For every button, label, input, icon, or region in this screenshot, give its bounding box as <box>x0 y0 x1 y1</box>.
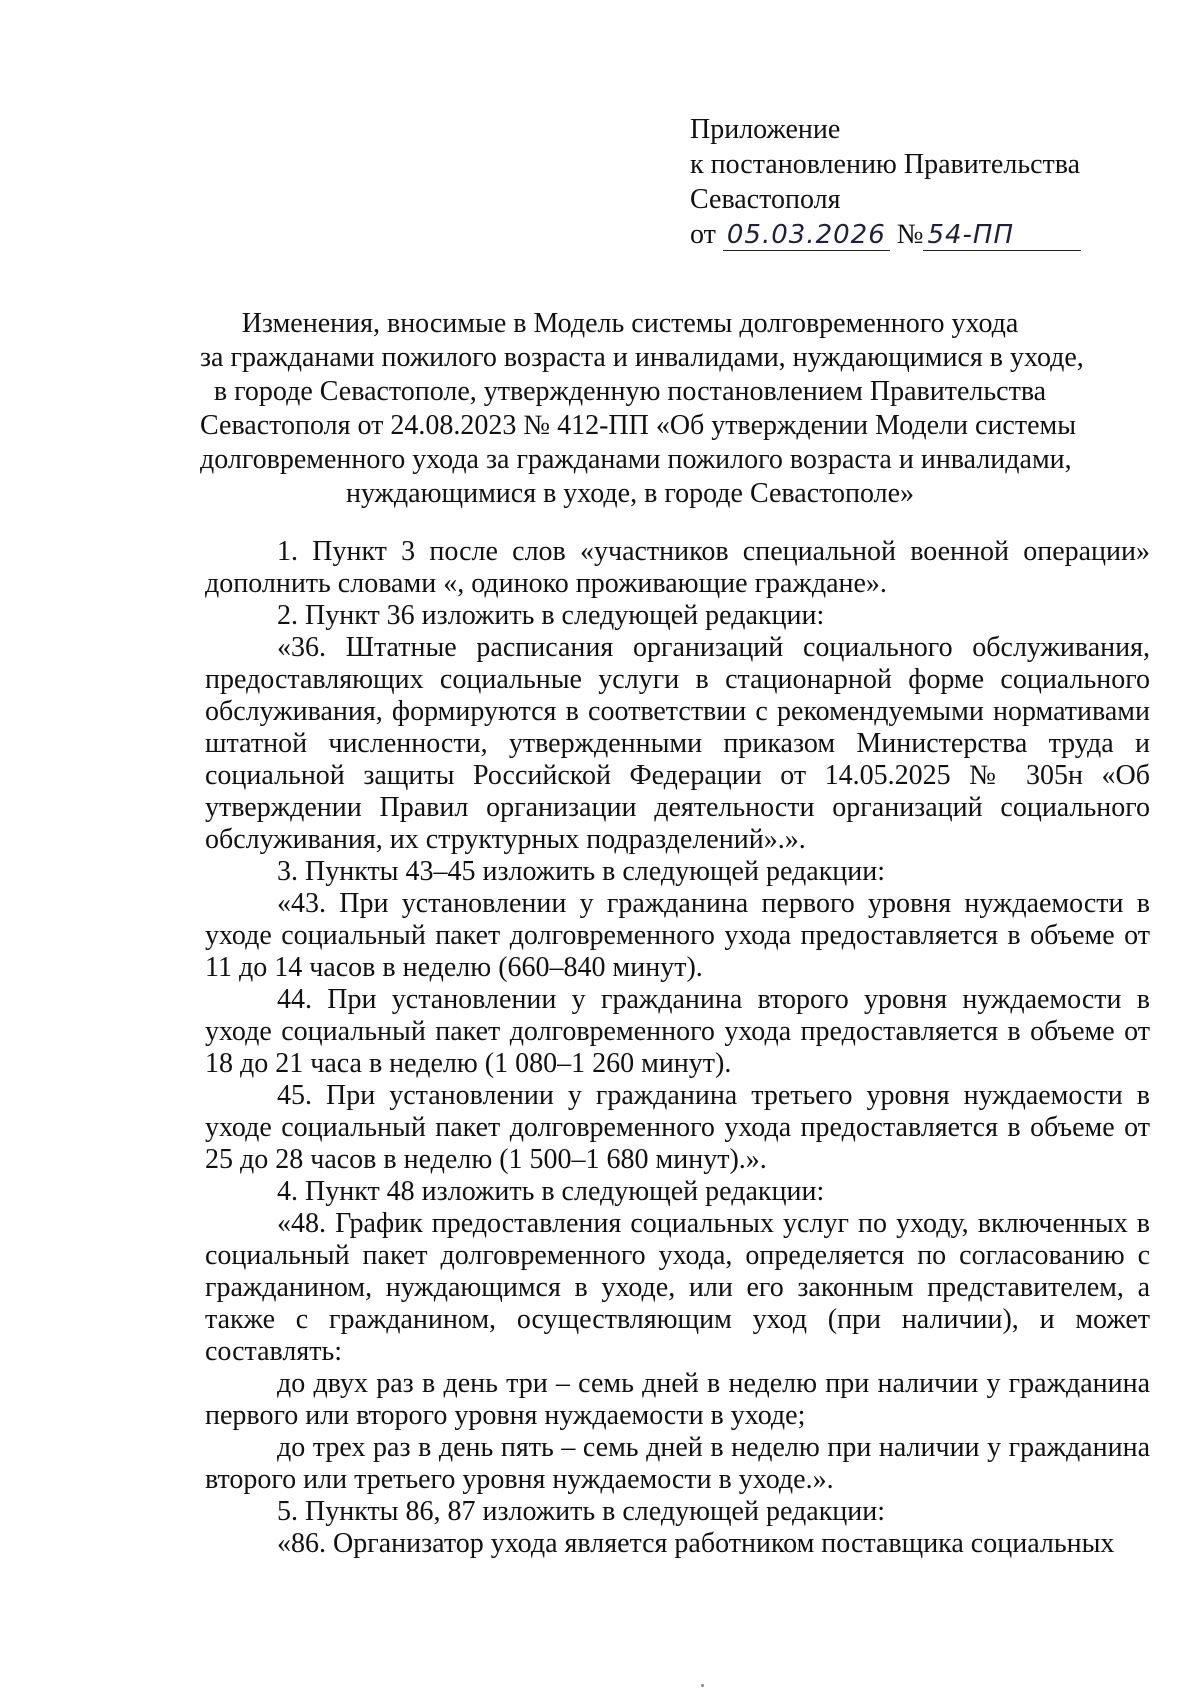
paragraph: 44. При установлении у гражданина второго уровня нуждаемости в уходе социальный пакет долговременного ухода предоставляется в объеме от 18 до 21 часа в неделю (1 080–1 260 минут). <box>205 984 1150 1079</box>
appendix-block <box>690 112 1150 252</box>
paragraph: до трех раз в день пять – семь дней в неделю при наличии у гражданина второго или третьего уровня нуждаемости в уходе.». <box>205 1432 1150 1495</box>
number-label: № <box>896 219 924 250</box>
appendix-date-number-line <box>690 217 1150 252</box>
paragraph: «36. Штатные расписания организаций социального обслуживания, предоставляющих социальные услуги в стационарной форме социального обслуживания, формируются в соответствии с рекомендуемыми нормативами штатной численности, утвержденными приказом Министерства труда и социальной защиты Российской Федерации от 14.05.2025 № 305н «Об утверждении Правил организации деятельности организаций социального обслуживания, их структурных подразделений».». <box>205 632 1150 855</box>
title-line: в городе Севастополе, утвержденную постановлением Правительства <box>213 376 1047 407</box>
paragraph: до двух раз в день три – семь дней в неделю при наличии у гражданина первого или второго уровня нуждаемости в уходе; <box>205 1368 1150 1431</box>
paragraph: «86. Организатор ухода является работником поставщика социальных <box>277 1528 1115 1559</box>
title-line: нуждающимися в уходе, в городе Севастополе» <box>345 478 915 509</box>
from-label: от <box>690 219 716 250</box>
appendix-reference: к постановлению Правительства <box>690 149 1081 180</box>
handwritten-number: 54-ПП <box>923 220 1081 251</box>
title-line: долговременного ухода за гражданами пожилого возраста и инвалидами, <box>200 444 1072 475</box>
scan-speck <box>701 1684 704 1687</box>
paragraph: 5. Пункты 86, 87 изложить в следующей редакции: <box>277 1496 886 1527</box>
handwritten-date: 05.03.2026 <box>723 220 890 251</box>
paragraph: 1. Пункт 3 после слов «участников специальной военной операции» дополнить словами «, одиноко проживающие граждане». <box>205 536 1150 599</box>
document-title <box>200 307 1084 511</box>
paragraph: «43. При установлении у гражданина первого уровня нуждаемости в уходе социальный пакет долговременного ухода предоставляется в объеме от 11 до 14 часов в неделю (660–840 минут). <box>205 888 1150 983</box>
title-line: Изменения, вносимые в Модель системы долговременного ухода <box>241 308 1019 339</box>
paragraph: «48. График предоставления социальных услуг по уходу, включенных в социальный пакет долговременного ухода, определяется по согласованию с гражданином, нуждающимся в уходе, или его законным представителем, а также с гражданином, осуществляющим уход (при наличии), и может составлять: <box>205 1208 1150 1367</box>
document-body <box>205 536 1150 1560</box>
paragraph: 2. Пункт 36 изложить в следующей редакции: <box>277 600 825 631</box>
paragraph: 45. При установлении у гражданина третьего уровня нуждаемости в уходе социальный пакет долговременного ухода предоставляется в объеме от 25 до 28 часов в неделю (1 500–1 680 минут).». <box>205 1080 1150 1175</box>
title-line: Севастополя от 24.08.2023 № 412-ПП «Об утверждении Модели системы <box>200 410 1077 441</box>
appendix-city: Севастополя <box>690 184 841 215</box>
title-line: за гражданами пожилого возраста и инвалидами, нуждающимися в уходе, <box>200 342 1084 373</box>
paragraph: 3. Пункты 43–45 изложить в следующей редакции: <box>277 856 886 887</box>
paragraph: 4. Пункт 48 изложить в следующей редакции: <box>277 1176 825 1207</box>
appendix-heading: Приложение <box>690 114 841 145</box>
